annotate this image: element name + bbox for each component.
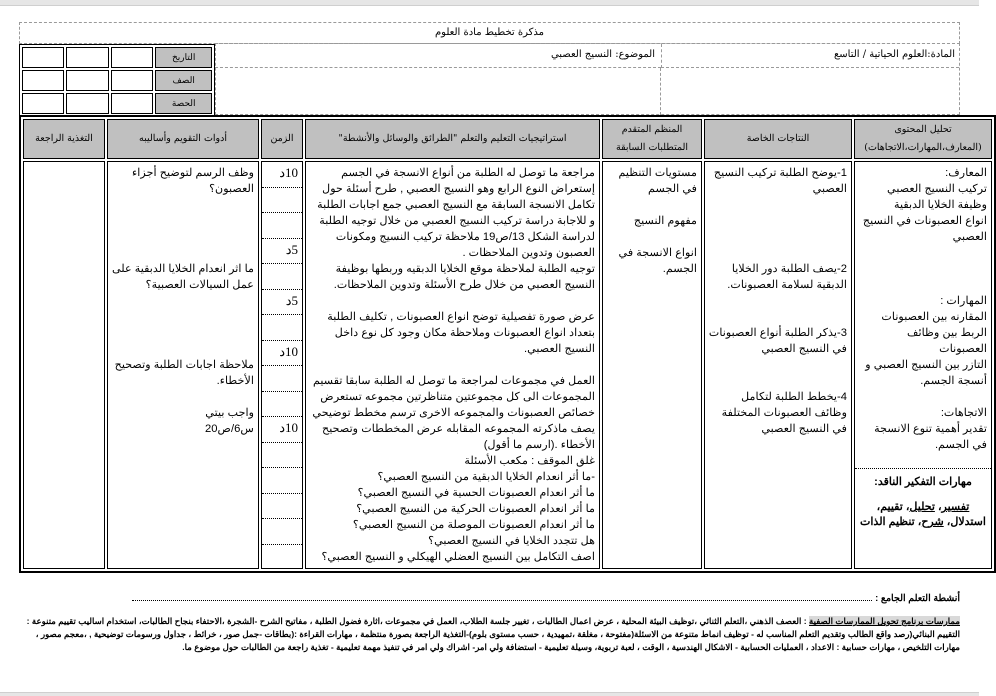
- info-area: [215, 43, 960, 115]
- date-row: [22, 47, 212, 68]
- class-cell[interactable]: [66, 70, 108, 91]
- critical-skill: تقييم: [880, 501, 903, 513]
- header-organizer-title: المنظم المتقدم: [621, 124, 683, 135]
- content-analysis-top: [855, 162, 991, 469]
- time-slot: [262, 494, 302, 520]
- wide-learning-dotted-line: [132, 592, 872, 601]
- outcomes-text: 1-يوضح الطلبة تركيب النسيج العصبي 2-يصف الطلبة دور الخلايا الدبقية لسلامة العصبونات. 3-يذكر الطلبة أنواع العصبونات في النسيج العصبي 4-يخطط الطلبة لتكامل وظائف العصبونات المختلفة في النسيج العصبي: [708, 167, 847, 435]
- date-cell[interactable]: [22, 47, 64, 68]
- header-content-analysis: [854, 119, 992, 159]
- meta-grid: [19, 44, 215, 117]
- critical-thinking-title: مهارات التفكير الناقد:: [874, 476, 972, 488]
- class-label: الصف: [155, 70, 212, 91]
- wide-learning-line: [132, 592, 960, 604]
- assessment-text: وظف الرسم لتوضيح أجزاء العصبون؟ ما اثر انعدام الخلايا الدبقية على عمل السيالات العصبية؟ ملاحظة اجابات الطلبة وتصحيح الأخطاء. واجب بيتي س6/ص20: [111, 167, 254, 435]
- period-cell[interactable]: [22, 93, 64, 114]
- header-row: [23, 119, 992, 159]
- critical-skill: تفسير: [941, 501, 970, 513]
- time-slot: 10د: [262, 341, 302, 367]
- time-slot: [262, 392, 302, 418]
- critical-skill: استدلال: [950, 516, 986, 528]
- time-cell: [261, 161, 303, 569]
- time-slot: [262, 366, 302, 392]
- practices-label: ممارسات برنامج تحويل الممارسات الصفية: [809, 616, 960, 626]
- time-slot: [262, 213, 302, 239]
- critical-skill: شرح: [921, 516, 944, 528]
- header-feedback: التغذية الراجعة: [23, 119, 105, 159]
- feedback-text: [24, 162, 104, 165]
- time-slot: 10د: [262, 417, 302, 443]
- class-cell[interactable]: [111, 70, 153, 91]
- header-strategies: استراتيجيات التعليم والتعلم "الطرائق والوسائل والأنشطة": [305, 119, 600, 159]
- time-slot: [262, 468, 302, 494]
- date-cell[interactable]: [111, 47, 153, 68]
- subject-field: المادة:العلوم الحياتية / التاسع: [661, 44, 959, 68]
- time-slot: [262, 188, 302, 214]
- viewer-bottom-edge: [0, 692, 979, 696]
- body-row: [23, 161, 992, 569]
- period-label: الحصة: [155, 93, 212, 114]
- critical-skill: تنظيم الذات: [860, 516, 915, 528]
- period-cell[interactable]: [111, 93, 153, 114]
- document-title: مذكرة تخطيط مادة العلوم: [19, 22, 960, 44]
- time-slot: [262, 519, 302, 545]
- wide-learning-label: أنشطة التعلم الجامع :: [875, 593, 960, 604]
- assessment-cell: [107, 161, 259, 569]
- header-time: الزمن: [261, 119, 303, 159]
- critical-thinking-skills: تفسير، تحليل، تقييم، استدلال، شرح، تنظيم الذات: [860, 501, 986, 528]
- time-slot: 5د: [262, 239, 302, 265]
- date-label: التاريخ: [155, 47, 212, 68]
- class-cell[interactable]: [22, 70, 64, 91]
- classroom-practices: [14, 615, 960, 654]
- header-content-analysis-title: تحليل المحتوى: [894, 124, 952, 135]
- time-slot: 5د: [262, 290, 302, 316]
- header-assessment: أدوات التقويم وأساليبه: [107, 119, 259, 159]
- time-slot: [262, 264, 302, 290]
- strategies-text: مراجعة ما توصل له الطلبة من أنواع الانسجة في الجسم إستعراض النوع الرابع وهو النسيج العصبي , طرح أسئلة حول تكامل الانسجة السابقة مع النسيج العصبي جمع اجابات الطلبة و للاجابة دراسة تركيب النسيج العصبي من خلال توجيه الطلبة لدراسة الشكل 13/ص19 ملاحظة تركيب النسيج ومكونات العصبون وتدوين الملاحظات . توجيه الطلبة لملاحظة موقع الخلايا الدبقيه وربطها بوظيفة النسيج العصبي من خلال طرح الأسئلة وتدوين الملاحظات. عرض صورة تفصيلية توضح انواع العصبونات , تكليف الطلبة بتعداد انواع العصبونات وملاحظة مكان وجود كل نوع داخل النسيج العصبي. العمل في مجموعات لمراجعة ما توصل له الطلبة سابقا تقسيم المجموعات الى كل مجموعتين متناظرتين مجموعه تستعرض خصائص العصبونات والمجموعه الاخرى ترسم مخطط توضيحي يصف ماذكرته المجموعه المقابله عرض المخططات وتصحيح الأخطاء .(ارسم ما أقول) غلق الموقف : مكعب الأسئلة -ما أثر انعدام الخلايا الدبقية من النسيج العصبي؟ ما أثر انعدام العصبونات الحسية في النسيج العصبي؟ ما أثر انعدام العصبونات الحركية من النسيج العصبي؟ ما أثر انعدام العصبونات الموصلة من النسيج العصبي؟ هل تتجدد الخلايا في النسيج العصبي؟ اصف التكامل بين النسيج العضلي الهيكلي و النسيج العصبي؟: [312, 167, 595, 563]
- class-row: [22, 70, 212, 91]
- critical-thinking-box: [855, 469, 991, 536]
- lesson-plan-table: [19, 115, 996, 573]
- period-row: [22, 93, 212, 114]
- date-cell[interactable]: [66, 47, 108, 68]
- time-slot: [262, 315, 302, 341]
- critical-skill: تحليل: [909, 501, 935, 513]
- time-slots: [262, 162, 302, 545]
- period-cell[interactable]: [66, 93, 108, 114]
- practices-text: : العصف الذهني ،التعلم الثنائي ،توظيف البيئة المحلية ، عرض اعمال الطالبات ، تغيير جلسة الطلاب، العمل في مجموعات ،اثارة فضول الطلبة ، مفاتيح الشرح -الشجرة ،الاحتفاء بنجاح الطالبات، استخدام اساليب تقييم متنوعة : التقييم البنائي(رصد واقع الطالب وتقديم التعلم المناسب له - توظيف انماط متنوعة من الاسئلة(مفتوحة ، مغلقة ،تمهيدية ، حسب مستوى بلوم)-التغذية الراجعة بصورة منتظمة ، مهارات القراءة :(بطاقات -جمل صور ، خرائط ، جداول ورسومات توضيحية , ،معجم مصور ، مهارات التلخيص ، مهارات حسابية : الاعداد ، العمليات الحسابية - الاشكال الهندسية ، الوقت ، لعبة تربوية، وسيلة تعليمية - استضافة ولي امر- اشراك ولي امر في تنفيذ مهمة تعليمية - تغذية راجعة من الطالبات حول موضوع ما.: [26, 616, 960, 652]
- outcomes-cell: [704, 161, 852, 569]
- time-slot: 10د: [262, 162, 302, 188]
- organizer-cell: [602, 161, 702, 569]
- viewer-top-edge: [0, 0, 979, 6]
- header-outcomes: النتاجات الخاصة: [704, 119, 852, 159]
- topic-field: الموضوع: النسيج العصبي: [215, 44, 661, 68]
- strategies-cell: [305, 161, 600, 569]
- content-analysis-text: المعارف: تركيب النسيج العصبي وظيفة الخلايا الدبقية انواع العصبونات في النسيج العصبي المهارات : المقارنه بين العصبونات الربط بين وظائف العصبونات التازر بين النسيج العصبي و أنسجة الجسم. الاتجاهات: تقدير أهمية تنوع الانسجة في الجسم.: [862, 167, 987, 451]
- organizer-text: مستويات التنظيم في الجسم مفهوم النسيج انواع الانسجة في الجسم.: [618, 167, 697, 275]
- info-divider: [660, 68, 661, 115]
- header-content-analysis-sub: (المعارف،المهارات،الاتجاهات): [864, 142, 982, 153]
- header-organizer: [602, 119, 702, 159]
- time-slot: [262, 443, 302, 469]
- header-organizer-sub: المتطلبات السابقة: [615, 142, 688, 153]
- feedback-cell: [23, 161, 105, 569]
- content-analysis-cell: [854, 161, 992, 569]
